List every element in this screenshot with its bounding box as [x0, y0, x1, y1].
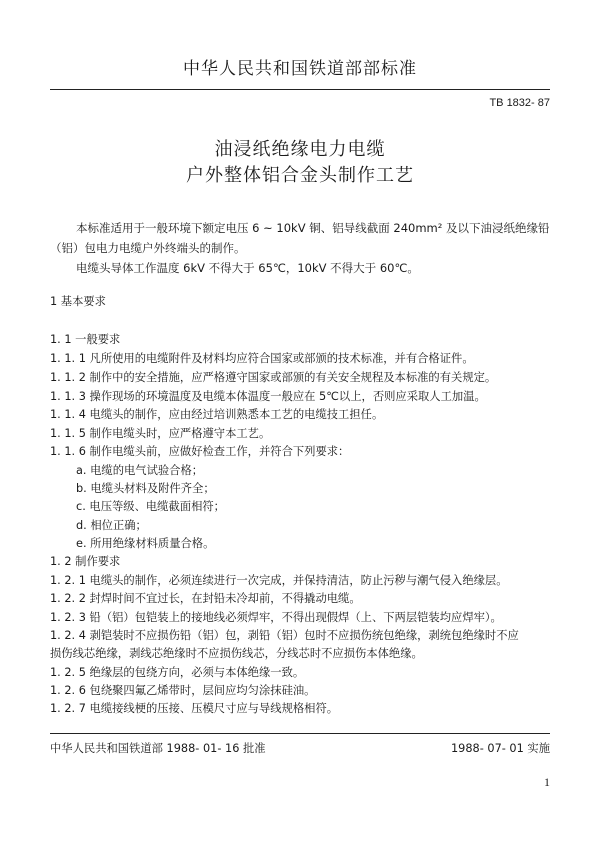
clause-1-2-3: 1. 2. 3 铅（铝）包铠装上的接地线必须焊牢，不得出现假焊（上、下两层铠装均应焊牢）。	[50, 611, 502, 624]
org-title: 中华人民共和国铁道部部标准	[183, 59, 417, 79]
clause-1-2-4-continued: 损伤线芯绝缘，剥线芯绝缘时不应损伤线芯，分线芯时不应损伤本体绝缘。	[50, 647, 423, 660]
check-item-b: b. 电缆头材料及附件齐全；	[76, 482, 215, 495]
clause-1-1-6: 1. 1. 6 制作电缆头前，应做好检查工作，并符合下列要求：	[50, 445, 350, 458]
section-heading-1: 1 基本要求	[50, 295, 106, 308]
section-heading-1-2: 1. 2 制作要求	[50, 555, 121, 568]
page-number: 1	[544, 775, 550, 789]
check-item-a: a. 电缆的电气试验合格；	[76, 464, 204, 477]
approval-date: 中华人民共和国铁道部 1988- 01- 16 批准	[50, 742, 266, 755]
check-item-d: d. 相位正确；	[76, 519, 147, 532]
clause-1-2-6: 1. 2. 6 包绕聚四氟乙烯带时，层间应均匀涂抹硅油。	[50, 684, 316, 697]
clause-1-2-1: 1. 2. 1 电缆头的制作，必须连续进行一次完成，并保持清洁，防止污秽与潮气侵入绝缘层。	[50, 574, 508, 587]
check-item-e: e. 所用绝缘材料质量合格。	[76, 537, 215, 550]
header-divider	[50, 89, 550, 90]
clause-1-2-4: 1. 2. 4 剥铠装时不应损伤铅（铝）包，剥铅（铝）包时不应损伤统包绝缘，剥统包绝缘时不应	[50, 629, 519, 642]
effective-date: 1988- 07- 01 实施	[450, 742, 550, 755]
document-title-line1: 油浸纸绝缘电力电缆	[214, 139, 386, 160]
check-item-c: c. 电压等级、电缆截面相符；	[76, 500, 225, 513]
intro-paragraph-2: 电缆头导体工作温度 6kV 不得大于 65℃，10kV 不得大于 60℃。	[76, 261, 419, 275]
clause-1-2-2: 1. 2. 2 封焊时间不宜过长，在封铅未冷却前，不得撬动电缆。	[50, 592, 361, 605]
document-title-line2: 户外整体铝合金头制作工艺	[186, 165, 414, 186]
footer-divider	[50, 733, 550, 734]
clause-1-1-5: 1. 1. 5 制作电缆头时，应严格遵守本工艺。	[50, 427, 271, 440]
clause-1-1-3: 1. 1. 3 操作现场的环境温度及电缆本体温度一般应在 5℃以上，否则应采取人工加温。	[50, 390, 486, 403]
clause-1-2-7: 1. 2. 7 电缆接线梗的压接、压模尺寸应与导线规格相符。	[50, 702, 339, 715]
clause-1-2-5: 1. 2. 5 绝缘层的包绕方向，必须与本体绝缘一致。	[50, 666, 305, 679]
section-heading-1-1: 1. 1 一般要求	[50, 333, 121, 346]
standard-number: TB 1832- 87	[489, 97, 550, 109]
clause-1-1-4: 1. 1. 4 电缆头的制作，应由经过培训熟悉本工艺的电缆技工担任。	[50, 408, 384, 421]
intro-paragraph-1a: 本标准适用于一般环境下额定电压 6 ~ 10kV 铜、铝导线截面 240mm² 及以下油浸纸绝缘铅	[76, 221, 550, 235]
clause-1-1-1: 1. 1. 1 凡所使用的电缆附件及材料均应符合国家或部颁的技术标准，并有合格证件。	[50, 352, 474, 365]
clause-1-1-2: 1. 1. 2 制作中的安全措施，应严格遵守国家或部颁的有关安全规程及本标准的有关规定。	[50, 371, 497, 384]
intro-paragraph-1b: （铝）包电力电缆户外终端头的制作。	[50, 241, 246, 255]
